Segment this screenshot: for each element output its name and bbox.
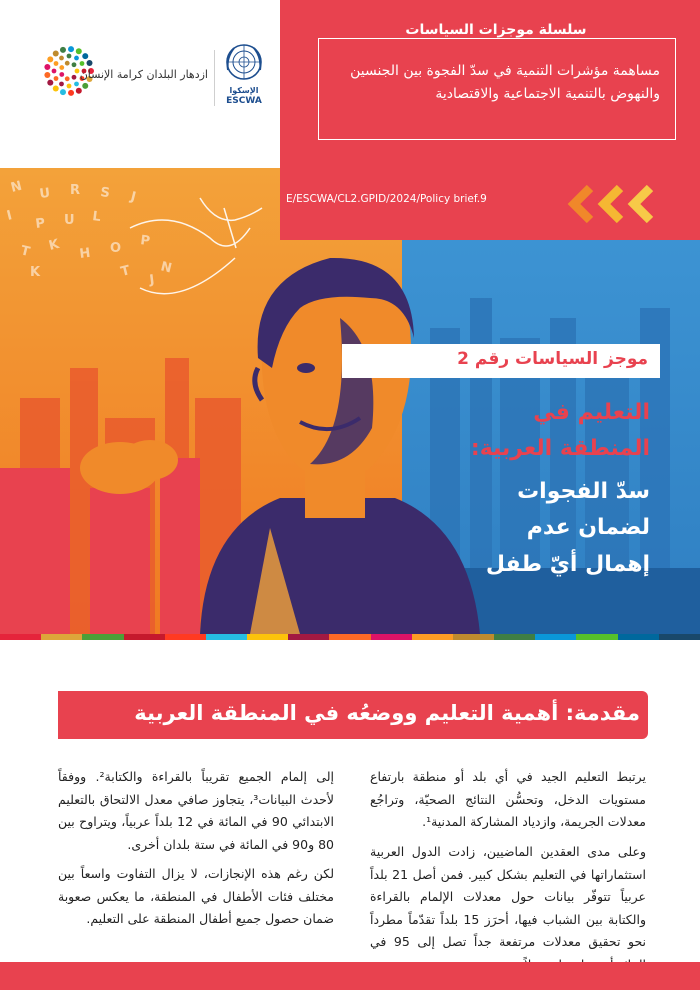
- series-title: [318, 22, 674, 38]
- sdg-stripe-segment: [206, 634, 247, 640]
- sdg-wheel-dot: [82, 83, 88, 89]
- sdg-stripe-segment: [165, 634, 206, 640]
- sdg-wheel-dot: [53, 86, 59, 92]
- cover-letter: U: [64, 213, 75, 228]
- logo-tagline: ازدهار البلدان كرامة الإنسان: [79, 68, 208, 81]
- sdg-wheel-dot: [59, 65, 64, 70]
- cover-title-line: المنطقة العربية:: [470, 436, 650, 461]
- sdg-wheel-dot: [47, 80, 53, 86]
- cover-letter: L: [91, 209, 102, 225]
- sdg-stripe-segment: [329, 634, 370, 640]
- sdg-wheel-dot: [80, 61, 85, 66]
- series-title-text: سلسلة موجزات السياسات: [395, 22, 596, 38]
- cover-letter: I: [5, 208, 14, 224]
- cover-letter: N: [159, 259, 174, 277]
- brief-number: موجز السياسات رقم 2: [457, 349, 648, 369]
- sdg-stripe-segment: [247, 634, 288, 640]
- body-paragraph: يرتبط التعليم الجيد في أي بلد أو منطقة بارتفاع مستويات الدخل، وتحسُّن النتائج الصحيّة، وتراجُع معدلات الجريمة، وازدياد المشاركة المدنية¹.: [370, 769, 646, 829]
- sdg-wheel-dot: [59, 72, 64, 77]
- sdg-stripe-segment: [0, 634, 41, 640]
- cover-letter: O: [110, 241, 122, 256]
- sdg-stripe-segment: [659, 634, 700, 640]
- cover-title-line: سدّ الفجوات: [517, 479, 650, 504]
- sdg-stripe-segment: [453, 634, 494, 640]
- sdg-wheel-dot: [82, 53, 88, 59]
- logo-divider: [214, 50, 215, 106]
- escwa-arabic-name: الإسكوا: [229, 86, 259, 95]
- cover-letter: P: [34, 215, 46, 232]
- cover-letter: S: [99, 185, 111, 202]
- sdg-wheel-dot: [53, 50, 59, 56]
- cover-letter: K: [30, 265, 41, 280]
- un-emblem-icon: [222, 40, 266, 84]
- sdg-wheel-dot: [76, 48, 82, 54]
- sdg-color-stripe: [0, 634, 700, 640]
- sdg-wheel-dot: [59, 82, 64, 87]
- cover-letter: T: [119, 263, 132, 280]
- sdg-stripe-segment: [124, 634, 165, 640]
- footer-bar: [0, 962, 700, 990]
- cover-letter: U: [38, 185, 51, 202]
- sdg-wheel-dot: [65, 76, 70, 81]
- sdg-stripe-segment: [371, 634, 412, 640]
- sdg-wheel-dot: [52, 69, 57, 74]
- sdg-stripe-segment: [618, 634, 659, 640]
- sdg-wheel-dot: [44, 72, 50, 78]
- sdg-wheel-dot: [87, 60, 93, 66]
- sdg-stripe-segment: [535, 634, 576, 640]
- cover-letter: N: [9, 178, 24, 196]
- cover-letter: T: [19, 243, 32, 261]
- cover-title-line: إهمال أيّ طفل: [485, 552, 650, 577]
- sdg-wheel-dot: [72, 75, 77, 80]
- sdg-stripe-segment: [412, 634, 453, 640]
- body-paragraph: وعلى مدى العقدين الماضيين، زادت الدول العربية استثماراتها في التعليم بشكل كبير. فمن أصل 21 بلداً عربياً تتوفّر بيانات حول معدلات الإلمام بالقراءة والكتابة بين الشباب فيها، أحرَز 15 بلداً تقدّماً مطرداً نحو تحقيق معدلات مرتفعة جداً تصل إلى 95 في: [370, 844, 646, 949]
- sdg-wheel-dot: [59, 56, 64, 61]
- sdg-wheel-dot: [65, 61, 70, 66]
- body-paragraph: إلى إلمام الجميع تقريباً بالقراءة والكتابة². ووفقاً لأحدث البيانات³، يتجاوز صافي معدل الالتحاق بالتعليم الابتدائي 90 في المائة في 12 بلداً عربياً، ويتراوح بين 80 و90 في المائة في ستة بلدان أخرى.: [58, 769, 334, 852]
- sdg-wheel-dot: [74, 82, 79, 87]
- sdg-stripe-segment: [82, 634, 123, 640]
- sdg-wheel-dot: [76, 88, 82, 94]
- cover-letter: J: [148, 272, 156, 288]
- sdg-wheel-dot: [68, 90, 74, 96]
- cover-letter: R: [70, 183, 81, 198]
- sdg-stripe-segment: [576, 634, 617, 640]
- sdg-wheel-dot: [47, 56, 53, 62]
- sdg-stripe-segment: [41, 634, 82, 640]
- cover-title-line: التعليم في: [533, 400, 650, 425]
- cover-letter: K: [47, 236, 61, 254]
- sdg-stripe-segment: [288, 634, 329, 640]
- sdg-stripe-segment: [494, 634, 535, 640]
- sdg-wheel-dot: [68, 46, 74, 52]
- body-paragraph: لكن رغم هذه الإنجازات، لا يزال التفاوت واسعاً بين مختلف فئات الأطفال في المنطقة، ما يعكس صعوبة ضمان حصول جميع أطفال المنطقة على التعليم.: [58, 866, 334, 926]
- series-subtitle: مساهمة مؤشرات التنمية في سدّ الفجوة بين الجنسين والنهوض بالتنمية الاجتماعية والاقتصادية: [350, 63, 660, 102]
- cover-title-line: لضمان عدم: [526, 515, 650, 540]
- cover-letter: J: [129, 189, 138, 206]
- sdg-wheel-dot: [72, 62, 77, 67]
- escwa-english-name: ESCWA: [226, 96, 262, 106]
- cover-letter: P: [139, 233, 151, 250]
- cover-letter: H: [78, 245, 92, 262]
- sdg-wheel-dot: [75, 69, 80, 74]
- sdg-wheel-dot: [67, 84, 72, 89]
- document-code: E/ESCWA/CL2.GPID/2024/Policy brief.9: [286, 193, 487, 205]
- sdg-wheel-dot: [60, 47, 66, 53]
- sdg-wheel-dot: [54, 61, 59, 66]
- sdg-wheel-dot: [74, 56, 79, 61]
- sdg-wheel-dot: [60, 89, 66, 95]
- section-heading: مقدمة: أهمية التعليم ووضعُه في المنطقة العربية: [134, 701, 640, 725]
- sdg-wheel-dot: [44, 64, 50, 70]
- sdg-wheel-dot: [67, 54, 72, 59]
- sdg-wheel-dot: [54, 76, 59, 81]
